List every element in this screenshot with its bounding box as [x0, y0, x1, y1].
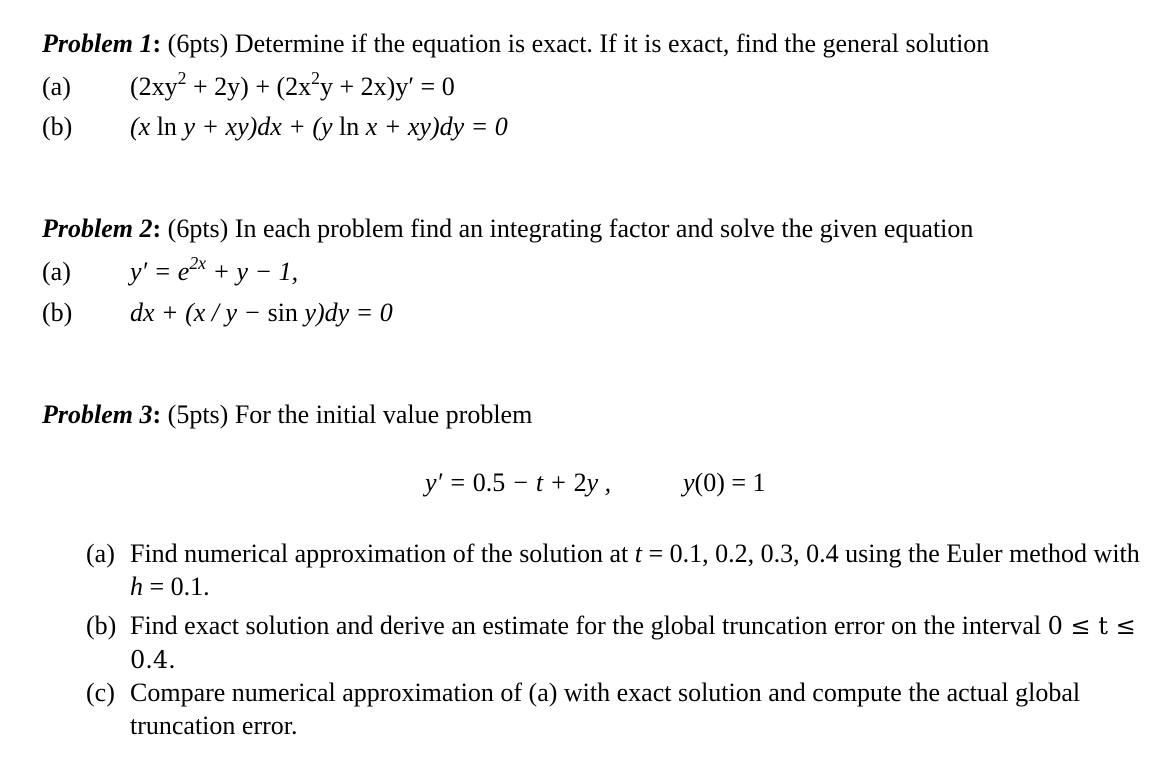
- problem-1-colon: :: [152, 29, 162, 58]
- problem-1-heading: [42, 29, 989, 59]
- problem-2-colon: :: [152, 214, 162, 243]
- problem-3c-text: Compare numerical approximation of (a) with exact solution and compute the actual global truncation error.: [130, 678, 1081, 740]
- problem-3a-text: Find numerical approximation of the solution at t = 0.1, 0.2, 0.3, 0.4 using the Euler method with h = 0.1.: [130, 539, 1140, 601]
- problem-2b-equation: dx + (x / y − sin y)dy = 0: [130, 298, 393, 327]
- problem-1a-label: (a): [42, 72, 71, 101]
- problem-3-heading: [42, 400, 532, 430]
- problem-1a-equation: $(2xy^2 + 2y) + (2x^2y + 2x)y' = 0$: [130, 68, 455, 101]
- problem-2-statement: (6pts) In each problem find an integrating factor and solve the given equation: [167, 214, 974, 243]
- problem-1b-equation: (x ln y + xy)dx + (y ln x + xy)dy = 0: [130, 112, 508, 141]
- problem-1-name: Problem 1: [42, 29, 153, 58]
- problem-3-initial-condition: y(0) = 1: [683, 468, 766, 497]
- problem-3-ode: y′ = 0.5 − t + 2y ,: [425, 468, 612, 497]
- problem-2a-equation: $y' = e^{2x} + y - 1$,: [130, 253, 299, 286]
- problem-3b-label: (b): [86, 611, 117, 640]
- problem-2a-label: (a): [42, 257, 71, 286]
- problem-2-heading: [42, 214, 973, 244]
- problem-2-name: Problem 2: [42, 214, 153, 243]
- problem-3a-label: (a): [86, 539, 115, 568]
- problem-1b-label: (b): [42, 112, 73, 141]
- problem-3-colon: :: [152, 400, 162, 429]
- problem-3-statement: (5pts) For the initial value problem: [167, 400, 533, 429]
- problem-2b-label: (b): [42, 298, 73, 327]
- problem-1-statement: (6pts) Determine if the equation is exact. If it is exact, find the general solution: [167, 29, 990, 58]
- problem-3b-text: Find exact solution and derive an estimate for the global truncation error on the interval 0 ≤ t ≤ 0.4.: [130, 611, 1136, 674]
- problem-3-name: Problem 3: [42, 400, 153, 429]
- problem-3c-label: (c): [86, 678, 115, 707]
